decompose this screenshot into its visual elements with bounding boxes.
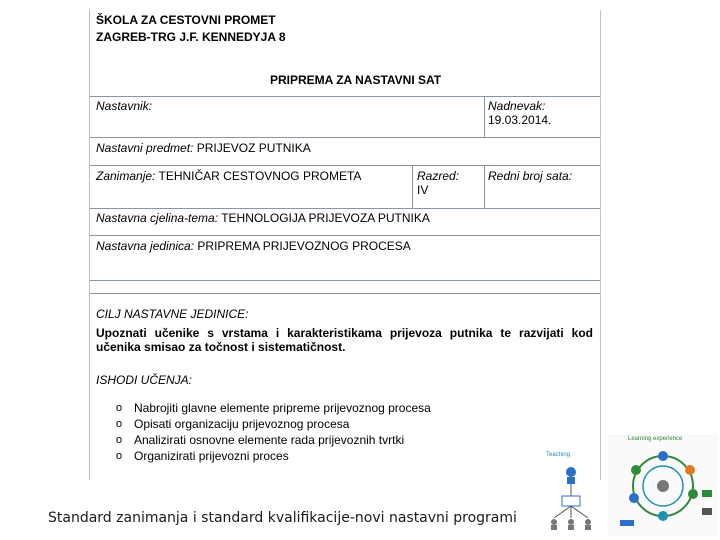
ishodi-item: Analizirati osnovne elemente rada prijevoznih tvrtki — [134, 433, 405, 447]
razred-label: Razred: — [417, 169, 460, 183]
learning-cycle-icon — [608, 434, 718, 536]
teaching-network-icon — [540, 448, 602, 536]
ishodi-item: Organizirati prijevozni proces — [134, 449, 289, 463]
nadnevak-value: 19.03.2014. — [488, 113, 552, 127]
form-title: PRIPREMA ZA NASTAVNI SAT — [270, 73, 442, 87]
col-divider — [412, 165, 413, 208]
ishodi-heading: ISHODI UČENJA: — [96, 373, 193, 387]
cjelina-field — [96, 211, 430, 225]
ishodi-bullet: o — [116, 450, 123, 462]
razred-value: IV — [417, 183, 429, 197]
col-divider — [484, 96, 485, 137]
cilj-text: Upoznati učenike s vrstama i karakteristikama prijevoza putnika te razvijati kod učenika smisao za točnost i sistematičnost. — [96, 326, 593, 354]
predmet-value: PRIJEVOZ PUTNIKA — [196, 141, 311, 155]
predmet-label: Nastavni predmet: — [96, 141, 194, 155]
teaching-label: Teaching — [546, 452, 571, 458]
lesson-plan-document — [89, 10, 601, 480]
row-divider — [90, 137, 600, 138]
cjelina-value: TEHNOLOGIJA PRIJEVOZA PUTNIKA — [221, 211, 430, 225]
zanimanje-value: TEHNIČAR CESTOVNOG PROMETA — [158, 169, 362, 183]
jedinica-value: PRIPREMA PRIJEVOZNOG PROCESA — [197, 239, 411, 253]
jedinica-label: Nastavna jedinica: — [96, 239, 195, 253]
jedinica-field — [96, 239, 411, 253]
predmet-field — [96, 141, 311, 155]
ishodi-item: Nabrojiti glavne elemente pripreme prijevoznog procesa — [134, 401, 431, 415]
school-address: ZAGREB-TRG J.F. KENNEDYJA 8 — [96, 30, 286, 44]
row-divider — [90, 165, 600, 166]
col-divider — [484, 165, 485, 208]
teaching-diagram — [540, 448, 602, 536]
zanimanje-label: Zanimanje: — [96, 169, 156, 183]
nadnevak-label: Nadnevak: — [488, 99, 546, 113]
ishodi-bullet: o — [116, 434, 123, 446]
slide-caption: Standard zanimanja i standard kvalifikacije-novi nastavni programi — [48, 510, 517, 526]
ishodi-item: Opisati organizaciju prijevoznog procesa — [134, 417, 350, 431]
cilj-heading: CILJ NASTAVNE JEDINICE: — [96, 307, 249, 321]
school-name: ŠKOLA ZA CESTOVNI PROMET — [96, 13, 276, 27]
redni-broj-label: Redni broj sata: — [488, 169, 573, 183]
learning-label: Learning experience — [628, 436, 683, 442]
zanimanje-field — [96, 169, 361, 183]
nastavnik-label: Nastavnik: — [96, 99, 153, 113]
row-divider — [90, 293, 600, 294]
cjelina-label: Nastavna cjelina-tema: — [96, 211, 219, 225]
learning-diagram — [608, 434, 718, 536]
row-divider — [90, 235, 600, 236]
row-divider — [90, 208, 600, 209]
row-divider — [90, 280, 600, 281]
row-divider — [90, 96, 600, 97]
ishodi-bullet: o — [116, 402, 123, 414]
ishodi-bullet: o — [116, 418, 123, 430]
